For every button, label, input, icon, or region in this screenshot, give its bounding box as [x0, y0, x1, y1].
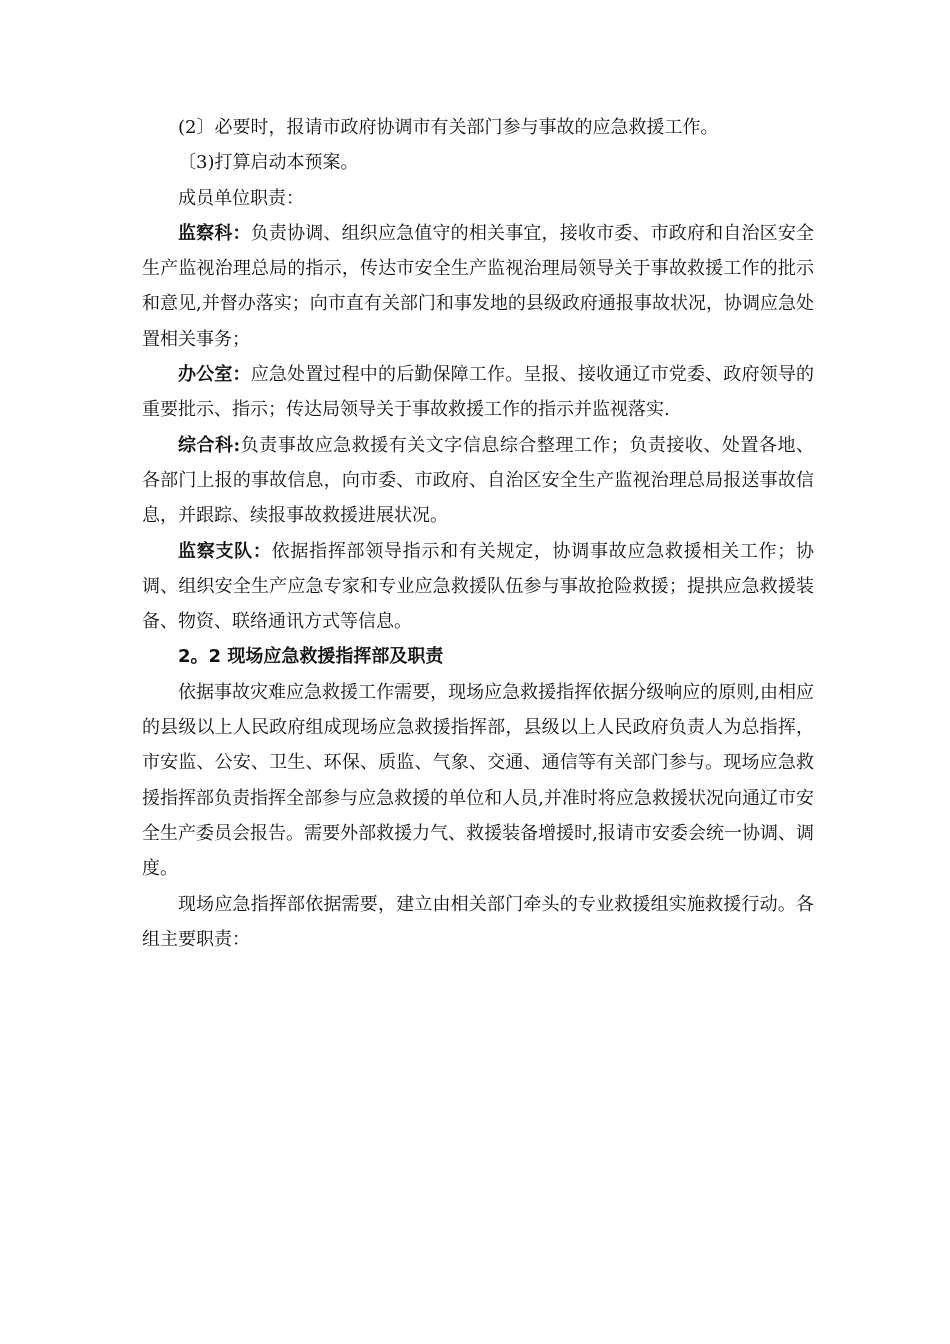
paragraph-2: 〔3)打算启动本预案。 — [178, 152, 359, 174]
paragraph-general-section — [142, 428, 814, 534]
label-general: 综合科: — [178, 434, 241, 456]
text-office: 应急处置过程中的后勤保障工作。呈报、接收通辽市党委、政府领导的重要批示、指示；传达局领导关于事故救援工作的指示并监视落实. — [142, 364, 815, 421]
label-office: 办公室： — [178, 364, 251, 386]
label-supervision: 监察科： — [178, 222, 251, 244]
paragraph-office — [142, 357, 814, 428]
label-supervision-team: 监察支队： — [178, 540, 272, 562]
paragraph-supervision-team — [142, 534, 814, 640]
text-supervision: 负责协调、组织应急值守的相关事宜，接收市委、市政府和自治区安全生产监视治理总局的指示，传达市安全生产监视治理局领导关于事故救援工作的批示和意见,并督办落实；向市直有关部门和事发地的县级政府通报事故状况，协调应急处置相关事务； — [142, 222, 815, 350]
text-general: 负责事故应急救援有关文字信息综合整理工作；负责接收、处置各地、各部门上报的事故信息，向市委、市政府、自治区安全生产监视治理总局报送事故信息，并跟踪、续报事故救援进展状况。 — [142, 434, 814, 527]
paragraph-3: 成员单位职责： — [178, 187, 304, 209]
paragraph-9: 现场应急指挥部依据需要，建立由相关部门牵头的专业救援组实施救援行动。各组主要职责： — [142, 893, 814, 950]
paragraph-1: (2〕必要时，报请市政府协调市有关部门参与事故的应急救援工作。 — [178, 117, 719, 138]
section-heading: 2。2 现场应急救援指挥部及职责 — [178, 646, 444, 668]
paragraph-supervision-section — [142, 216, 814, 357]
document-body — [142, 110, 814, 957]
text-supervision-team: 依据指挥部领导指示和有关规定，协调事故应急救援相关工作；协调、组织安全生产应急专家和专业应急救援队伍参与事故抢险救援；提拱应急救援装备、物资、联络通讯方式等信息。 — [142, 540, 815, 633]
paragraph-8: 依据事故灾难应急救援工作需要，现场应急救援指挥依据分级响应的原则,由相应的县级以上人民政府组成现场应急救援指挥部，县级以上人民政府负责人为总指挥，市安监、公安、卫生、环保、质监、气象、交通、通信等有关部门参与。现场应急救援指挥部负责指挥全部参与应急救援的单位和人员,并准时将应急救援状况向通辽市安全生产委员会报告。需要外部救援力气、救援装备增援时,报请市安委会统一协调、调度。 — [142, 681, 814, 880]
